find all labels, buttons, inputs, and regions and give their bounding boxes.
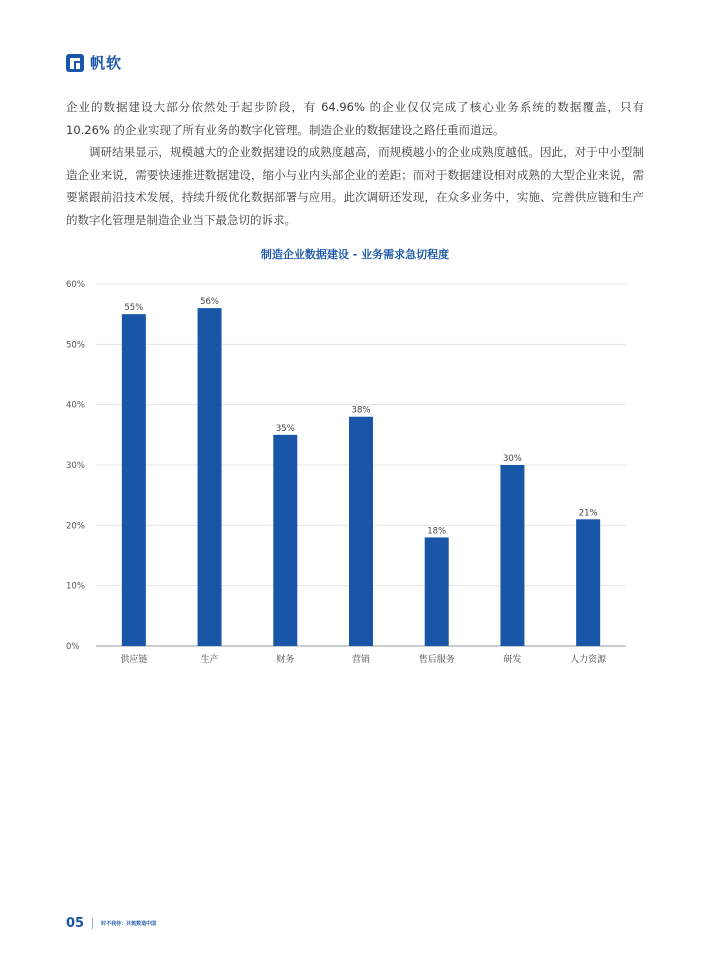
brand-logo xyxy=(66,52,122,73)
page-number: 05 xyxy=(66,916,85,931)
y-tick-label: 10% xyxy=(66,581,85,592)
data-label: 56% xyxy=(200,297,220,308)
bar xyxy=(349,417,373,646)
data-label: 21% xyxy=(578,508,598,519)
data-label: 35% xyxy=(275,423,295,434)
bar xyxy=(198,308,222,646)
data-label: 30% xyxy=(502,454,522,464)
footer-divider xyxy=(92,918,93,929)
chart-title: 制造企业数据建设 - 业务需求急切程度 xyxy=(260,248,450,261)
x-tick-label: 售后服务 xyxy=(418,655,455,665)
data-label: 38% xyxy=(351,405,371,416)
data-label: 55% xyxy=(124,303,144,314)
x-tick-label: 供应链 xyxy=(120,655,148,665)
x-tick-label: 研发 xyxy=(503,655,522,665)
data-label: 18% xyxy=(427,526,447,537)
y-tick-label: 30% xyxy=(66,461,85,471)
body-text xyxy=(66,96,644,231)
y-tick-label: 0% xyxy=(66,642,80,652)
x-tick-label: 生产 xyxy=(200,655,219,665)
bar xyxy=(273,435,297,646)
paragraph-2: 调研结果显示，规模越大的企业数据建设的成熟度越高，而规模越小的企业成熟度越低。因此，对于中小型制造企业来说，需要快速推进数据建设，缩小与业内头部企业的差距；而对于数据建设相对成熟的大型企业来说，需要紧跟前沿技术发展，持续升级优化数据部署与应用。此次调研还发现，在众多业务中，实施、完善供应链和生产的数字化管理是制造企业当下最急切的诉求。 xyxy=(66,145,644,227)
bar xyxy=(500,465,524,646)
bar-chart xyxy=(0,270,710,680)
brand-name: 帆软 xyxy=(90,54,123,72)
x-tick-label: 财务 xyxy=(276,655,295,665)
x-tick-label: 人力资源 xyxy=(570,655,607,665)
bar xyxy=(425,537,449,646)
bar xyxy=(122,314,146,646)
footer xyxy=(66,916,156,931)
y-tick-label: 40% xyxy=(66,400,85,411)
y-tick-label: 50% xyxy=(66,340,85,351)
y-tick-label: 20% xyxy=(66,521,85,532)
bar xyxy=(576,519,600,646)
fanruan-logo-icon xyxy=(66,54,84,72)
y-tick-label: 60% xyxy=(66,280,85,290)
paragraph-1: 企业的数据建设大部分依然处于起步阶段，有 64.96% 的企业仅仅完成了核心业务系统的数据覆盖，只有 10.26% 的企业实现了所有业务的数字化管理。制造企业的数据建设之路任重而道远。 xyxy=(66,100,644,137)
x-tick-label: 营销 xyxy=(351,655,371,665)
footer-text: 时不我待：共筑数造中国 xyxy=(101,921,157,927)
